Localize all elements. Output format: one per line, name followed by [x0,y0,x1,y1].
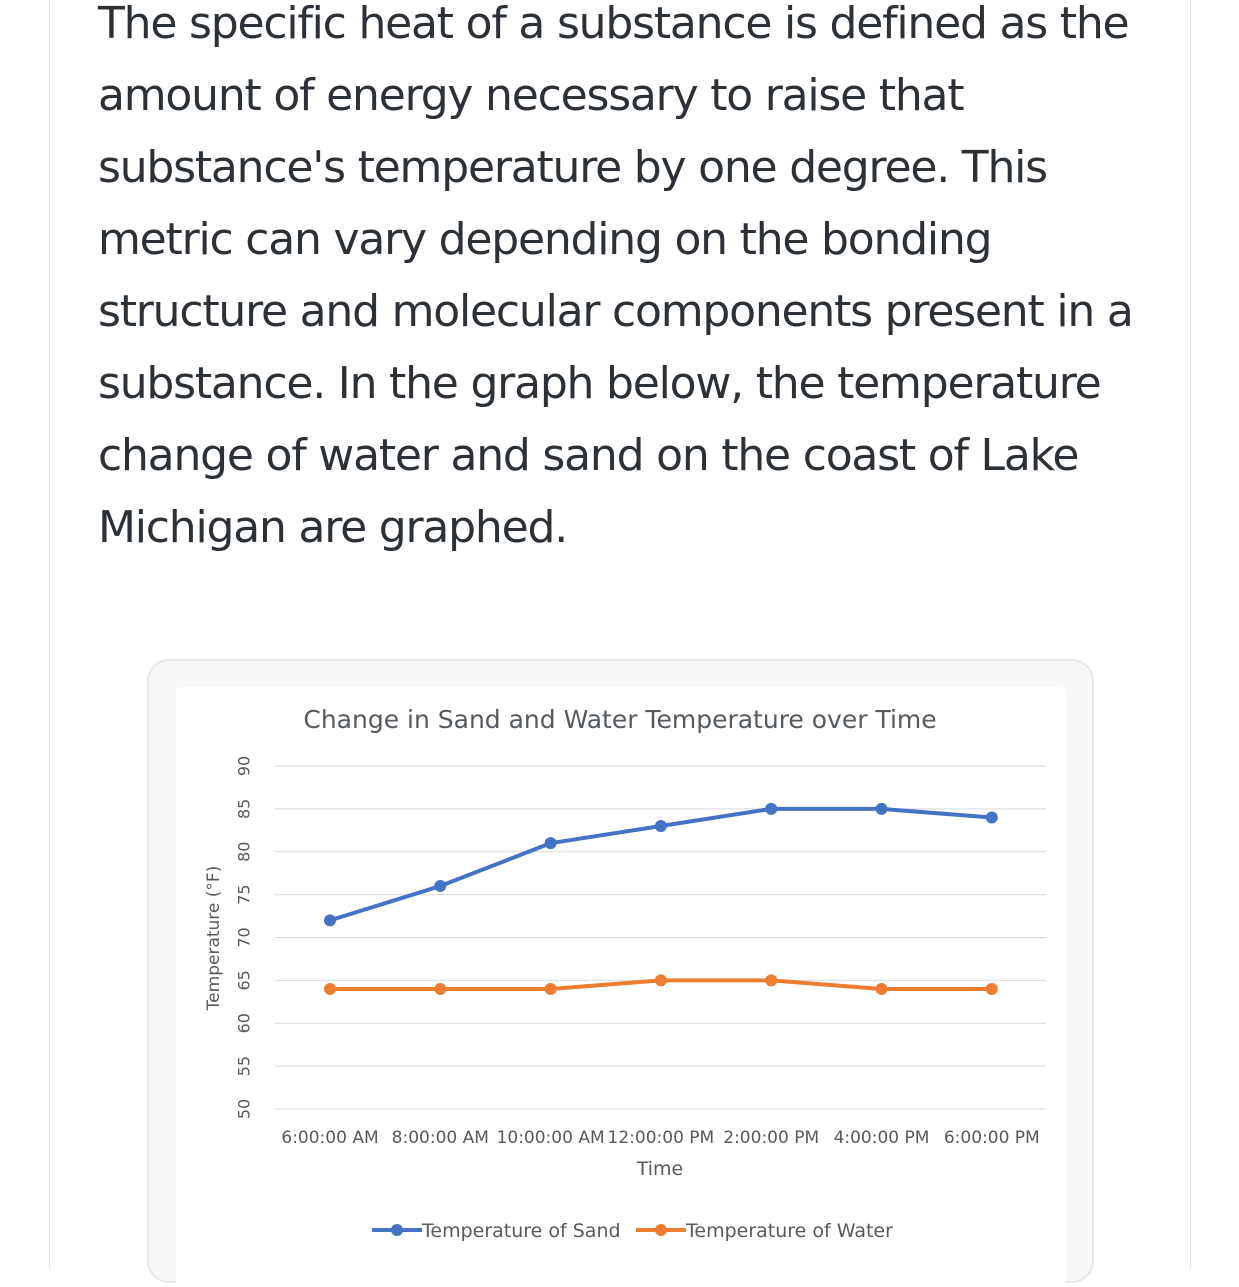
data-point [545,837,557,849]
x-tick-label: 6:00:00 AM [281,1128,379,1148]
legend-label: Temperature of Water [686,1220,893,1241]
data-point [876,983,888,995]
x-tick-label: 8:00:00 AM [391,1128,489,1148]
data-point [655,820,667,832]
data-series [324,803,998,995]
y-tick-label: 60 [234,1013,254,1034]
x-tick-label: 4:00:00 PM [833,1128,930,1148]
y-tick-label: 90 [234,755,254,777]
y-axis-ticks [235,756,254,1119]
chart-title: Change in Sand and Water Temperature over Time [303,705,937,734]
y-tick-label: 85 [234,798,254,820]
data-point [324,983,336,995]
data-point [324,914,336,926]
legend-swatch-marker [655,1224,667,1236]
data-point [986,983,998,995]
legend-swatch-marker [391,1224,403,1236]
data-point [765,974,777,986]
legend-label: Temperature of Sand [422,1220,621,1241]
data-point [434,880,446,892]
legend [372,1220,893,1241]
x-axis-ticks [281,1128,1039,1148]
y-tick-label: 55 [234,1055,254,1077]
data-point [655,974,667,986]
x-tick-label: 10:00:00 AM [496,1128,605,1148]
x-axis-label: Time [636,1158,684,1180]
y-tick-label: 65 [234,970,254,991]
data-point [545,983,557,995]
y-tick-label: 75 [234,884,254,905]
gridlines [275,766,1046,1109]
x-tick-label: 12:00:00 PM [607,1128,715,1148]
y-tick-label: 70 [234,927,254,948]
question-text: The specific heat of a substance is defined as the amount of energy necessary to raise that substance's temperature by one degree. This metric can vary depending on the bonding structure and molecular components present in a substance. In the graph below, the temperature change of water and sand on the coast of Lake Michigan are graphed. [98,0,1133,553]
data-point [876,803,888,815]
data-point [434,983,446,995]
data-point [986,811,998,823]
y-tick-label: 50 [234,1098,254,1120]
data-point [765,803,777,815]
x-tick-label: 2:00:00 PM [723,1128,820,1148]
y-axis-label: Temperature (°F) [204,865,224,1011]
y-tick-label: 80 [234,841,254,862]
x-tick-label: 6:00:00 PM [943,1128,1040,1148]
